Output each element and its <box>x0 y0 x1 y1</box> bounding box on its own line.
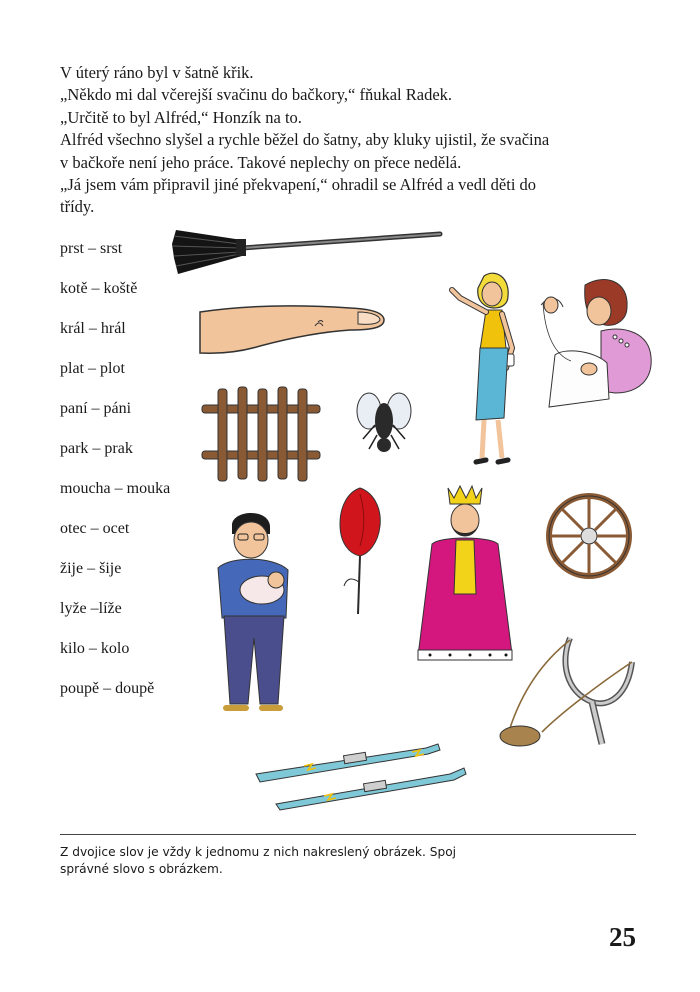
story-line: „Já jsem vám připravil jiné překvapení,“ ohradil se Alfréd a vedl děti do <box>60 175 537 195</box>
slingshot-icon[interactable] <box>492 632 642 760</box>
word-pair[interactable]: otec – ocet <box>60 520 130 537</box>
story-line: „Někdo mi dal včerejší svačinu do bačkory,“ fňukal Radek. <box>60 85 453 105</box>
word-pair[interactable]: kilo – kolo <box>60 640 130 657</box>
rose-icon[interactable] <box>336 486 384 616</box>
story-line: V úterý ráno byl v šatně křik. <box>60 63 254 82</box>
sewing-woman-icon[interactable] <box>535 275 657 415</box>
page-number: 25 <box>609 922 636 952</box>
word-pair[interactable]: moucha – mouka <box>60 480 171 497</box>
story-line: Alfréd všechno slyšel a rychle běžel do šatny, aby kluky ujistil, že svačina <box>60 130 550 150</box>
skis-icon[interactable] <box>252 740 474 810</box>
word-pair[interactable]: paní – páni <box>60 400 132 417</box>
waving-woman-icon[interactable] <box>446 268 524 473</box>
fence-icon[interactable] <box>200 385 322 483</box>
wheel-icon[interactable] <box>545 492 633 580</box>
word-pair[interactable]: park – prak <box>60 440 133 457</box>
word-pair[interactable]: lyže –líže <box>60 600 122 617</box>
story-line: „Určitě to byl Alfréd,“ Honzík na to. <box>60 107 302 127</box>
word-pair[interactable]: prst – srst <box>60 240 123 257</box>
divider <box>60 834 636 835</box>
instruction-text: Z dvojice slov je vždy k jednomu z nich nakreslený obrázek. Spoj správné slovo s obrázkem. <box>60 845 457 876</box>
story-text <box>60 62 650 219</box>
story-line: třídy. <box>60 197 95 217</box>
finger-icon[interactable] <box>200 298 390 358</box>
story-line: v bačkoře není jeho práce. Takové neplechy on přece nedělá. <box>60 152 462 172</box>
word-pair[interactable]: kotě – koště <box>60 280 138 297</box>
word-pair[interactable]: žije – šije <box>60 560 122 577</box>
word-pair[interactable]: plat – plot <box>60 360 125 377</box>
broom-icon[interactable] <box>170 222 445 282</box>
father-with-baby-icon[interactable] <box>200 508 310 723</box>
word-pair[interactable]: král – hrál <box>60 320 126 337</box>
fly-icon[interactable] <box>355 385 413 457</box>
word-pair[interactable]: poupě – doupě <box>60 680 155 697</box>
